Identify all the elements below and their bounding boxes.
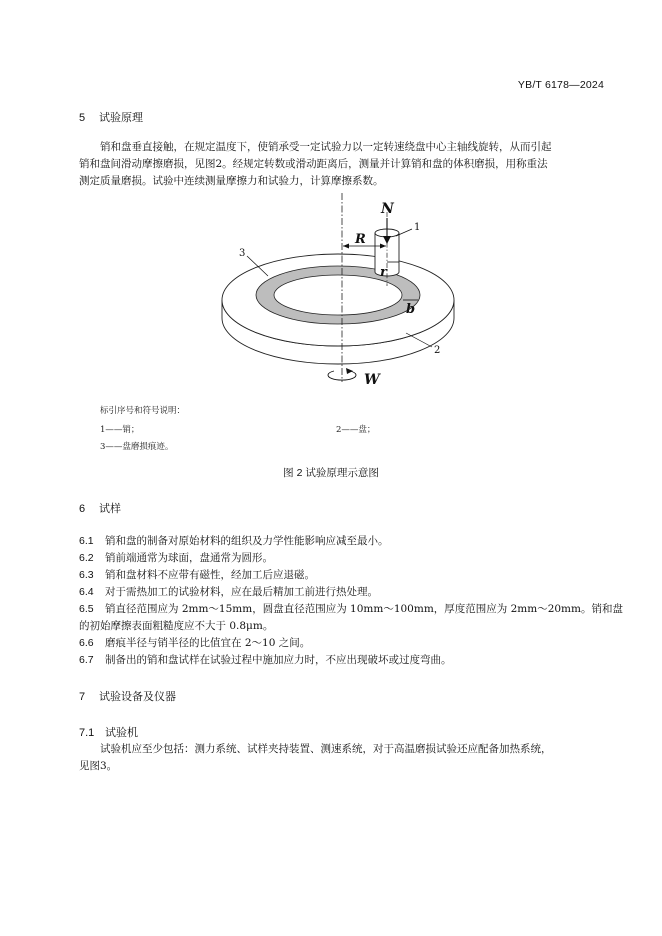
item-text: 销直径范围应为 2mm～15mm，圆盘直径范围应为 10mm～100mm，厚度范围应为 2mm～20mm。销和盘 <box>105 603 623 615</box>
section-number: 5 <box>79 112 86 124</box>
list-item <box>79 601 623 616</box>
list-item <box>79 652 452 667</box>
callout-1: 1 <box>414 222 421 233</box>
item-number: 6.5 <box>79 603 94 615</box>
legend-item-3: 3——盘磨损痕迹。 <box>100 442 174 452</box>
label-b: b <box>406 302 416 317</box>
list-item <box>79 584 378 599</box>
callout-2: 2 <box>434 345 441 356</box>
disk-inner-area <box>274 275 402 315</box>
label-N: N <box>381 201 394 217</box>
section-5-heading <box>79 109 143 125</box>
label-R: R <box>355 232 366 247</box>
section-7-heading <box>79 688 176 704</box>
section-6-heading <box>79 500 121 516</box>
legend-title: 标引序号和符号说明： <box>100 406 186 416</box>
section-number: 7 <box>79 691 86 703</box>
section-title: 试验原理 <box>99 112 143 124</box>
item-text: 制备出的销和盘试样在试验过程中施加应力时，不应出现破坏或过度弯曲。 <box>105 654 452 666</box>
item-text: 磨痕半径与销半径的比值宜在 2～10 之间。 <box>105 637 311 649</box>
list-item <box>79 533 389 548</box>
list-item-continuation: 的初始摩擦表面粗糙度应不大于 0.8μm。 <box>79 620 274 632</box>
item-number: 6.4 <box>79 586 94 598</box>
pin-on-disk-diagram <box>200 188 490 393</box>
document-code: YB/T 6178—2024 <box>517 79 604 91</box>
list-item <box>79 635 310 650</box>
section-title: 试验设备及仪器 <box>99 691 176 703</box>
label-r: r <box>380 265 387 280</box>
section-title: 试样 <box>99 503 121 515</box>
item-number: 6.3 <box>79 569 94 581</box>
item-number: 6.7 <box>79 654 94 666</box>
item-text: 销和盘的制备对原始材料的组织及力学性能影响应减至最小。 <box>105 535 389 547</box>
item-number: 6.2 <box>79 552 94 564</box>
section-number: 6 <box>79 503 86 515</box>
list-item <box>79 550 273 565</box>
section-5-para-line-1: 销和盘垂直接触，在规定温度下，使销承受一定试验力以一定转速绕盘中心主轴线旋转，从而引起 <box>100 141 552 153</box>
R-arrow-left <box>343 244 349 249</box>
list-item <box>79 567 315 582</box>
callout-3: 3 <box>239 248 246 259</box>
item-number: 6.6 <box>79 637 94 649</box>
legend-item-1: 1——销； <box>100 425 140 435</box>
legend-item-2: 2——盘； <box>336 425 376 435</box>
item-text: 对于需热加工的试验材料，应在最后精加工前进行热处理。 <box>105 586 378 598</box>
subsection-number: 7.1 <box>79 727 95 739</box>
rotation-arrowhead <box>346 368 353 374</box>
section-7-para-line-1: 试验机应至少包括：测力系统、试样夹持装置、测速系统，对于高温磨损试验还应配备加热系统， <box>100 743 552 755</box>
section-7-para-line-2: 见图3。 <box>79 760 118 772</box>
section-5-para-line-2: 销和盘间滑动摩擦磨损，见图2。经规定转数或滑动距离后，测量并计算销和盘的体积磨损，用称重法 <box>79 158 548 170</box>
section-5-para-line-3: 测定质量磨损。试验中连续测量摩擦力和试验力，计算摩擦系数。 <box>79 175 384 187</box>
item-text: 销前端通常为球面，盘通常为圆形。 <box>105 552 273 564</box>
subsection-7-1-heading <box>79 724 138 740</box>
subsection-title: 试验机 <box>105 727 138 739</box>
figure-caption: 图 2 试验原理示意图 <box>283 467 379 479</box>
item-text: 销和盘材料不应带有磁性，经加工后应退磁。 <box>105 569 315 581</box>
item-number: 6.1 <box>79 535 94 547</box>
label-W: W <box>364 372 380 388</box>
